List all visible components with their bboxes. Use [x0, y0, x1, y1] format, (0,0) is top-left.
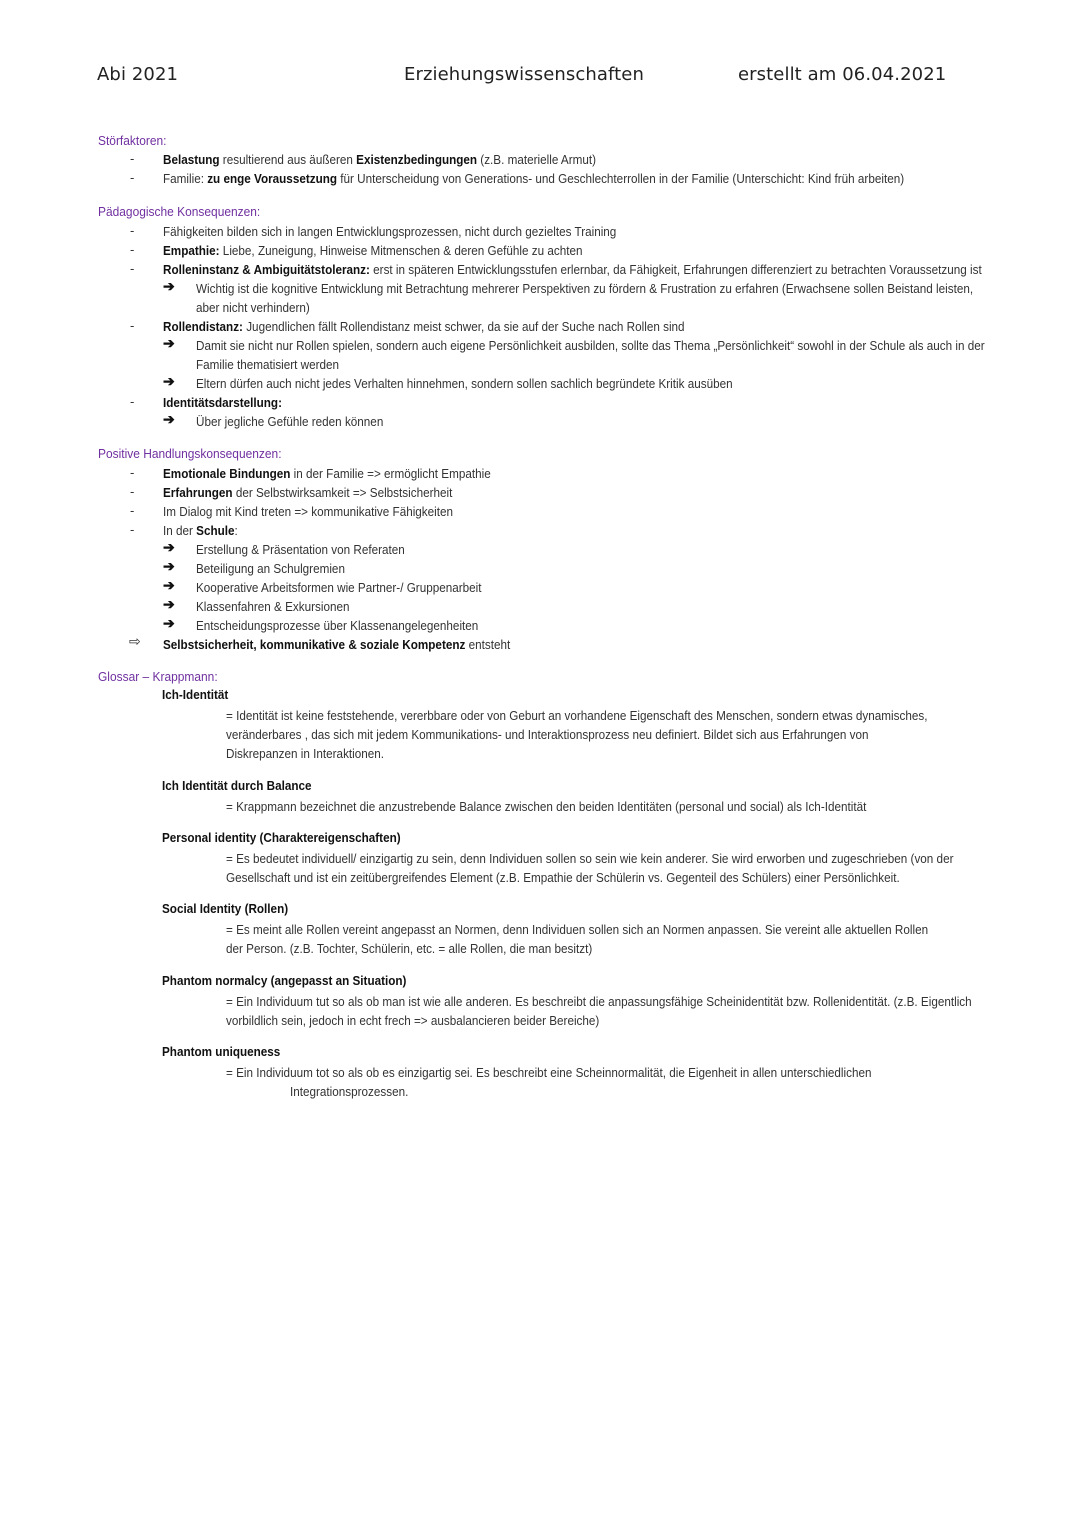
glossary-definition-continued: Gesellschaft und ist ein zeitübergreifendes Element (z.B. Empathie der Schülerin vs. Gegenteil des Schülers) einer Persönlichkeit. [226, 870, 900, 885]
bullet-dash-icon: - [130, 484, 135, 499]
list-subitem-continued: aber nicht verhindern) [196, 300, 310, 315]
glossary-definition: = Ein Individuum tut so als ob man ist wie alle anderen. Es beschreibt die anpassungsfähige Scheinidentität bzw. Rollenidentität. (z.B. Eigentlich [226, 994, 972, 1009]
list-item: In der Schule: [163, 523, 238, 538]
arrow-right-icon: ➔ [163, 411, 175, 427]
hollow-arrow-icon: ⇨ [129, 633, 141, 649]
list-item: Belastung resultierend aus äußeren Existenzbedingungen (z.B. materielle Armut) [163, 152, 597, 167]
list-item: Fähigkeiten bilden sich in langen Entwicklungsprozessen, nicht durch gezieltes Training [163, 224, 617, 239]
list-subitem: Klassenfahren & Exkursionen [196, 599, 350, 614]
section-paedagogische-konsequenzen: Pädagogische Konsequenzen: [98, 204, 261, 219]
glossary-definition: = Es bedeutet individuell/ einzigartig zu sein, denn Individuen sollen so sein wie kein anderer. Sie wird erworben und zugeschrieben (von der [226, 851, 954, 866]
list-item: Familie: zu enge Voraussetzung für Unterscheidung von Generations- und Geschlechterrollen in der Familie (Unterschicht: Kind früh arbeiten) [163, 171, 905, 186]
bullet-dash-icon: - [130, 223, 135, 238]
arrow-right-icon: ➔ [163, 539, 175, 555]
list-subitem: Beteiligung an Schulgremien [196, 561, 345, 576]
list-subitem: Erstellung & Präsentation von Referaten [196, 542, 405, 557]
arrow-right-icon: ➔ [163, 577, 175, 593]
arrow-right-icon: ➔ [163, 373, 175, 389]
bullet-dash-icon: - [130, 394, 135, 409]
arrow-right-icon: ➔ [163, 596, 175, 612]
glossary-term: Phantom normalcy (angepasst an Situation) [162, 973, 407, 988]
arrow-right-icon: ➔ [163, 335, 175, 351]
glossary-definition: = Krappmann bezeichnet die anzustrebende Balance zwischen den beiden Identitäten (personal und social) als Ich-Identität [226, 799, 867, 814]
arrow-right-icon: ➔ [163, 615, 175, 631]
glossary-definition-continued: veränderbares , das sich mit jedem Kommunikations- und Interaktionsprozess neu definiert. Bildet sich aus Erfahrungen von [226, 727, 869, 742]
list-subitem: Eltern dürfen auch nicht jedes Verhalten hinnehmen, sondern sollen sachlich begründete Kritik ausüben [196, 376, 733, 391]
list-subitem: Damit sie nicht nur Rollen spielen, sondern auch eigene Persönlichkeit ausbilden, sollte das Thema „Persönlichkeit“ sowohl in der Schule als auch in der [196, 338, 985, 353]
list-subitem: Entscheidungsprozesse über Klassenangelegenheiten [196, 618, 479, 633]
bullet-dash-icon: - [130, 242, 135, 257]
list-item: Emotionale Bindungen in der Familie => ermöglicht Empathie [163, 466, 491, 481]
list-item: Im Dialog mit Kind treten => kommunikative Fähigkeiten [163, 504, 454, 519]
bullet-dash-icon: - [130, 151, 135, 166]
list-item: Rollendistanz: Jugendlichen fällt Rollendistanz meist schwer, da sie auf der Suche nach Rollen sind [163, 319, 685, 334]
bullet-dash-icon: - [130, 170, 135, 185]
glossary-term: Personal identity (Charaktereigenschaften) [162, 830, 401, 845]
glossary-definition: = Identität ist keine feststehende, vererbbare oder von Geburt an vorhandene Eigenschaft des Menschen, sondern etwas dynamisches, [226, 708, 928, 723]
arrow-right-icon: ➔ [163, 278, 175, 294]
list-subitem-continued: Familie thematisiert werden [196, 357, 340, 372]
glossary-definition-continued: der Person. (z.B. Tochter, Schülerin, etc. = alle Rollen, die man besitzt) [226, 941, 593, 956]
list-subitem: Über jegliche Gefühle reden können [196, 414, 384, 429]
glossary-term: Ich Identität durch Balance [162, 778, 312, 793]
section-glossar: Glossar – Krappmann: [98, 669, 218, 684]
glossary-definition-continued: Diskrepanzen in Interaktionen. [226, 746, 385, 761]
header-title: Erziehungswissenschaften [404, 64, 644, 85]
glossary-definition-continued: Integrationsprozessen. [290, 1084, 409, 1099]
section-positive-handlungskonsequenzen: Positive Handlungskonsequenzen: [98, 446, 282, 461]
list-subitem: Kooperative Arbeitsformen wie Partner-/ Gruppenarbeit [196, 580, 482, 595]
list-item: Empathie: Liebe, Zuneigung, Hinweise Mitmenschen & deren Gefühle zu achten [163, 243, 583, 258]
header-left: Abi 2021 [97, 64, 179, 85]
glossary-term: Phantom uniqueness [162, 1044, 281, 1059]
bullet-dash-icon: - [130, 261, 135, 276]
glossary-definition-continued: vorbildlich sein, jedoch in echt frech => ausbalancieren beider Bereiche) [226, 1013, 600, 1028]
glossary-definition: = Es meint alle Rollen vereint angepasst an Normen, denn Individuen sollen sich an Normen anpassen. Sie vereint alle aktuellen Rollen [226, 922, 929, 937]
glossary-term: Ich-Identität [162, 687, 229, 702]
glossary-term: Social Identity (Rollen) [162, 901, 289, 916]
result-item: Selbstsicherheit, kommunikative & soziale Kompetenz entsteht [163, 637, 511, 652]
glossary-definition: = Ein Individuum tot so als ob es einzigartig sei. Es beschreibt eine Scheinnormalität, die Eigenheit in allen unterschiedlichen [226, 1065, 872, 1080]
list-item: Identitätsdarstellung: [163, 395, 282, 410]
bullet-dash-icon: - [130, 318, 135, 333]
bullet-dash-icon: - [130, 465, 135, 480]
list-item: Rolleninstanz & Ambiguitätstoleranz: erst in späteren Entwicklungsstufen erlernbar, da Fähigkeit, Erfahrungen differenziert zu betrachten Voraussetzung ist [163, 262, 982, 277]
section-stoerfaktoren: Störfaktoren: [98, 133, 167, 148]
bullet-dash-icon: - [130, 503, 135, 518]
bullet-dash-icon: - [130, 522, 135, 537]
list-subitem: Wichtig ist die kognitive Entwicklung mit Betrachtung mehrerer Perspektiven zu fördern & Frustration zu erfahren (Erwachsene sollen Beistand leisten, [196, 281, 974, 296]
arrow-right-icon: ➔ [163, 558, 175, 574]
header-date: erstellt am 06.04.2021 [738, 64, 947, 85]
list-item: Erfahrungen der Selbstwirksamkeit => Selbstsicherheit [163, 485, 453, 500]
